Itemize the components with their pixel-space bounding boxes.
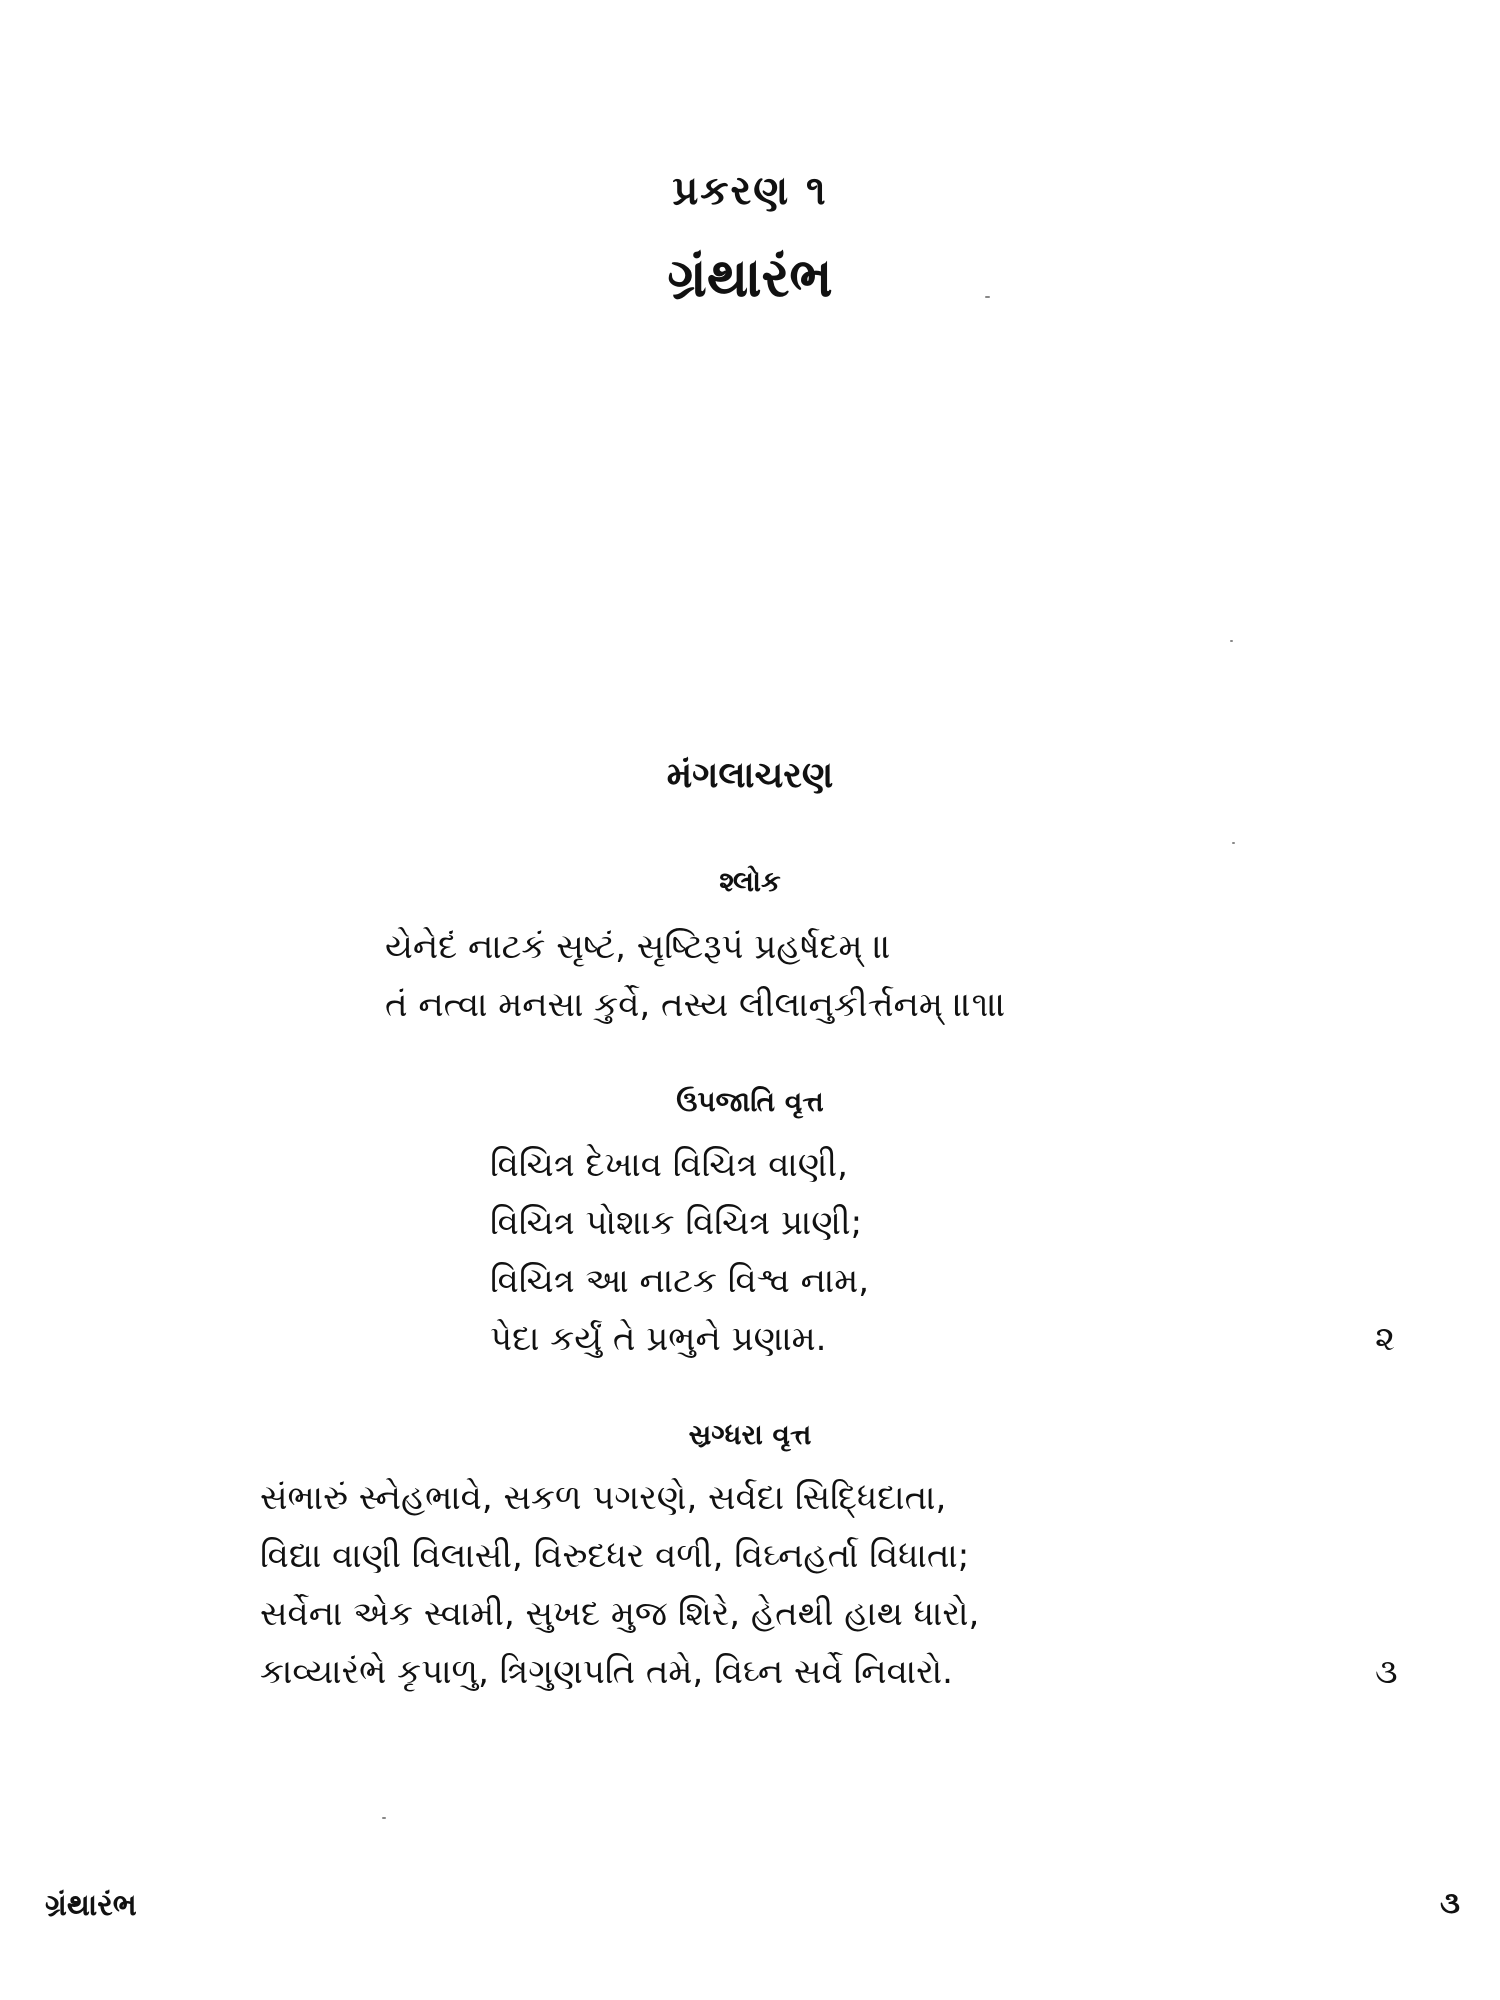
chapter-title: ગ્રંથારંભ	[667, 246, 833, 309]
verse-line: સર્વેના એક સ્વામી, સુખદ મુજ શિરે, હેતથી હાથ ધારો,	[260, 1594, 980, 1634]
verse-number: ૨	[1375, 1319, 1395, 1359]
verse-line: વિચિત્ર દેખાવ વિચિત્ર વાણી,	[490, 1145, 848, 1185]
scan-speck	[1230, 640, 1233, 642]
meter-heading-shloka: શ્લોક	[719, 865, 781, 898]
verse-line: તં નત્વા મનસા કુર્વે, તસ્ય લીલાનુકીર્ત્તનમ્ ॥૧॥	[385, 985, 1007, 1025]
meter-heading-upajati: ઉપજાતિ વૃત્ત	[676, 1085, 824, 1118]
scan-speck	[382, 1817, 386, 1819]
verse-line: પેદા કર્યું તે પ્રભુને પ્રણામ.	[490, 1319, 827, 1359]
page-number: ૩	[1440, 1886, 1460, 1921]
verse-number: ૩	[1375, 1652, 1398, 1692]
running-title: ગ્રંથારંભ	[45, 1888, 137, 1923]
scan-speck	[985, 296, 990, 298]
verse-line: યેનેદં નાટકં સૃષ્ટં, સૃષ્ટિરૂપં પ્રહર્ષદમ્ ॥	[385, 927, 892, 967]
verse-line: કાવ્યારંભે કૃપાળુ, ત્રિગુણપતિ તમે, વિઘ્ન સર્વે નિવારો.	[260, 1652, 953, 1692]
scan-speck	[1232, 842, 1235, 844]
verse-line: વિદ્યા વાણી વિલાસી, વિરુદધર વળી, વિઘ્નહર્તા વિધાતા;	[260, 1536, 970, 1576]
meter-heading-sragdhara: સ્રગ્ધરા વૃત્ત	[688, 1418, 812, 1451]
verse-line: વિચિત્ર આ નાટક વિશ્વ નામ,	[490, 1261, 870, 1301]
verse-line: સંભારું સ્નેહભાવે, સકળ પગરણે, સર્વદા સિદ્ધિદાતા,	[260, 1478, 947, 1518]
verse-line: વિચિત્ર પોશાક વિચિત્ર પ્રાણી;	[490, 1203, 863, 1243]
chapter-label: પ્રકરણ ૧	[672, 168, 828, 214]
section-title: મંગલાચરણ	[666, 755, 834, 796]
